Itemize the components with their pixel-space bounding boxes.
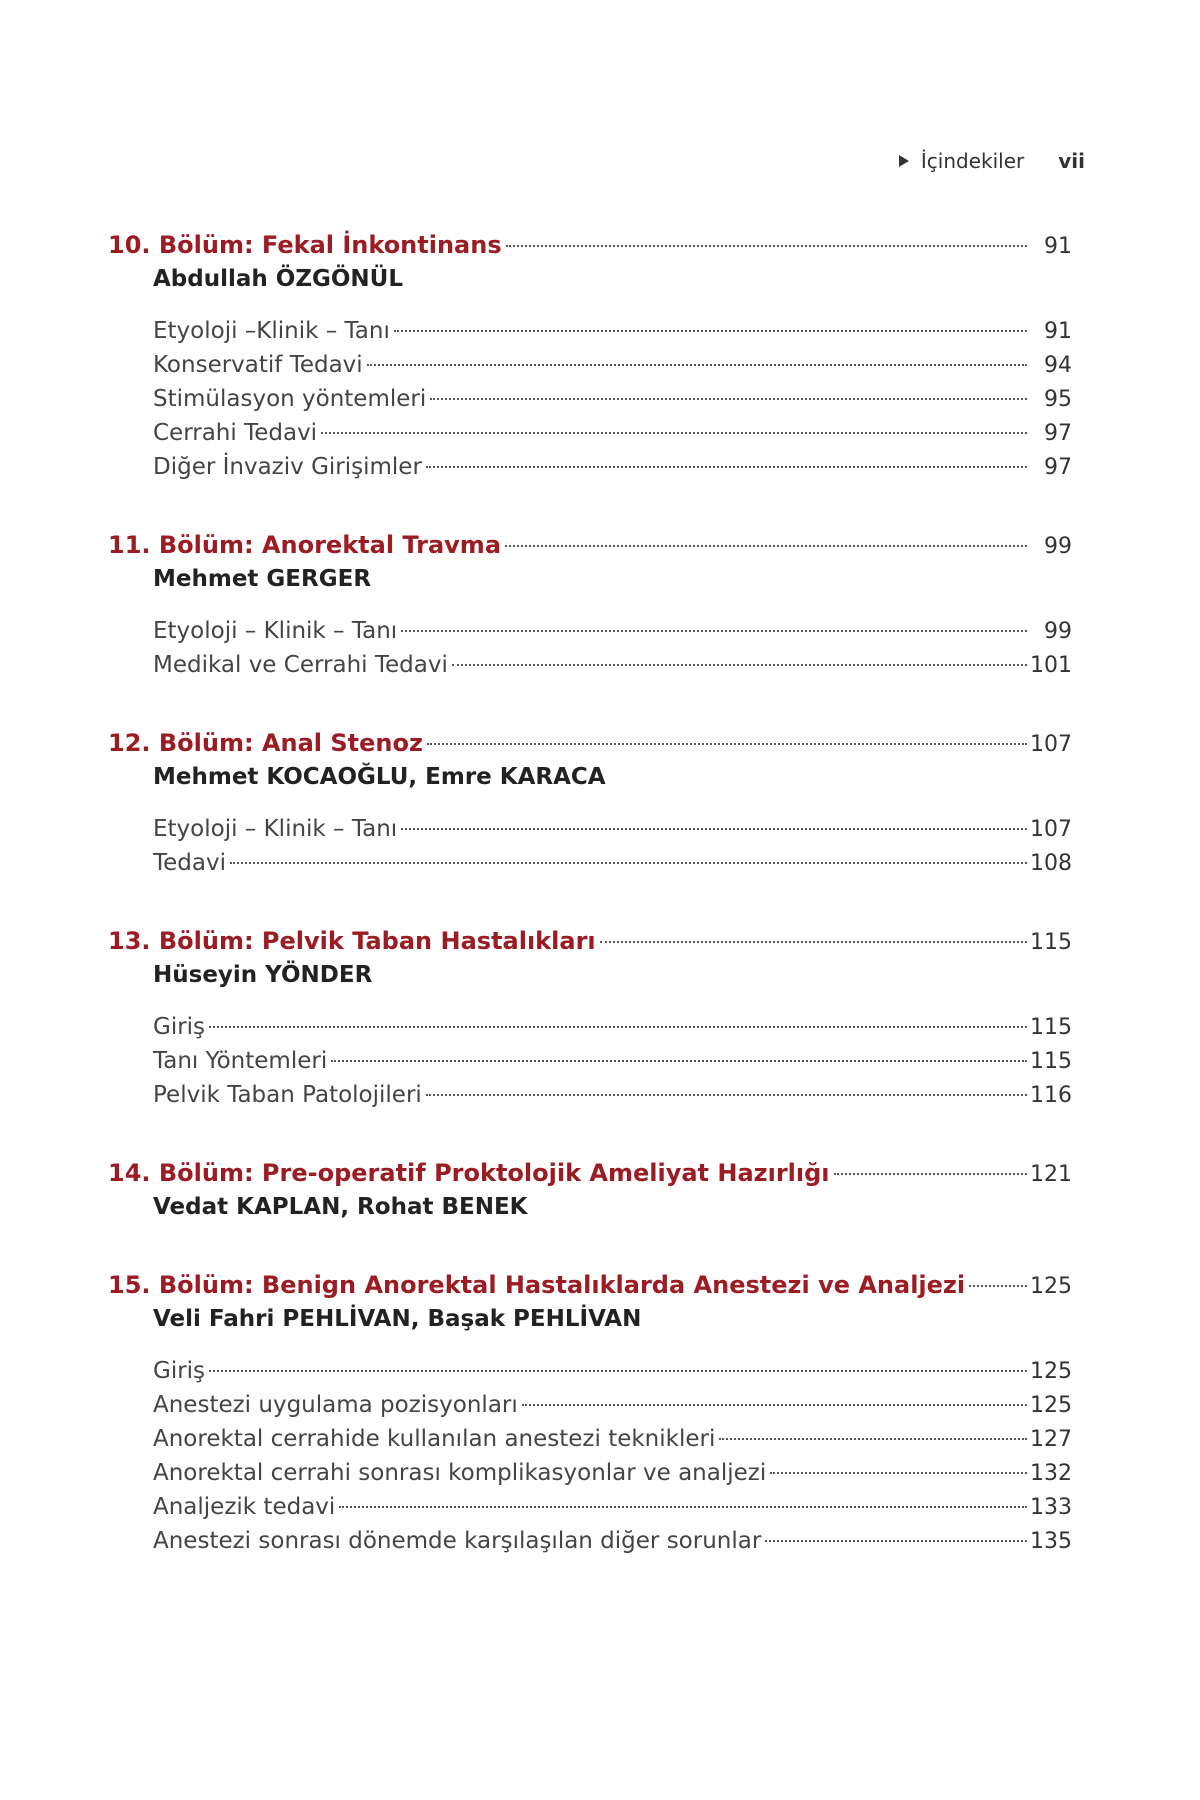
chapter-page-number: 125 [1030,1274,1072,1299]
section-list [108,1354,1072,1558]
section-title: Stimülasyon yöntemleri [153,386,427,412]
dot-leader [401,630,1027,632]
section-title: Cerrahi Tedavi [153,420,318,446]
dot-leader [321,432,1027,434]
section-title: Anorektal cerrahide kullanılan anestezi teknikleri [153,1426,716,1452]
section-title: Pelvik Taban Patolojileri [153,1082,422,1108]
triangle-bullet-icon [899,155,909,167]
chapter-authors: Veli Fahri PEHLİVAN, Başak PEHLİVAN [153,1306,642,1332]
section-page-number: 97 [1044,455,1072,480]
chapter-page-number: 99 [1044,534,1072,559]
dot-leader [209,1026,1027,1028]
dot-leader [765,1540,1027,1542]
section-entry[interactable] [153,1078,1072,1112]
section-page-number: 125 [1030,1359,1072,1384]
dot-leader [430,398,1027,400]
chapter-title: 14. Bölüm: Pre-operatif Proktolojik Ameliyat Hazırlığı [108,1159,830,1187]
section-entry[interactable] [153,314,1072,348]
section-page-number: 95 [1044,387,1072,412]
page-number: vii [1058,149,1085,173]
section-page-number: 91 [1044,319,1072,344]
dot-leader [339,1506,1027,1508]
section-entry[interactable] [153,1388,1072,1422]
toc-chapter [108,924,1072,1112]
section-title: Medikal ve Cerrahi Tedavi [153,652,448,678]
section-page-number: 115 [1030,1049,1072,1074]
chapter-authors: Hüseyin YÖNDER [153,962,373,988]
chapter-title: 12. Bölüm: Anal Stenoz [108,729,423,757]
dot-leader [426,1094,1027,1096]
dot-leader [401,828,1027,830]
section-list [108,1010,1072,1112]
section-title: Giriş [153,1358,206,1384]
section-page-number: 101 [1030,653,1072,678]
section-page-number: 135 [1030,1529,1072,1554]
toc-chapter [108,528,1072,682]
chapter-page-number: 121 [1030,1162,1072,1187]
section-list [108,614,1072,682]
section-title: Giriş [153,1014,206,1040]
section-entry[interactable] [153,382,1072,416]
dot-leader [719,1438,1027,1440]
section-entry[interactable] [153,614,1072,648]
toc-chapter [108,228,1072,484]
section-title: Tedavi [153,850,226,876]
section-page-number: 107 [1030,817,1072,842]
dot-leader [969,1285,1027,1287]
chapter-authors: Vedat KAPLAN, Rohat BENEK [153,1194,528,1220]
dot-leader [230,862,1027,864]
dot-leader [367,364,1027,366]
running-head [899,149,1085,173]
chapter-page-number: 107 [1030,732,1072,757]
section-title: Analjezik tedavi [153,1494,336,1520]
section-title: Tanı Yöntemleri [153,1048,328,1074]
chapter-entry[interactable] [108,924,1072,958]
section-title: Anestezi sonrası dönemde karşılaşılan diğer sorunlar [153,1528,762,1554]
section-page-number: 127 [1030,1427,1072,1452]
section-entry[interactable] [153,1490,1072,1524]
section-page-number: 116 [1030,1083,1072,1108]
section-entry[interactable] [153,1010,1072,1044]
section-page-number: 125 [1030,1393,1072,1418]
dot-leader [834,1173,1027,1175]
dot-leader [505,545,1027,547]
section-page-number: 99 [1044,619,1072,644]
toc-chapter [108,1268,1072,1558]
chapter-entry[interactable] [108,1268,1072,1302]
toc-chapter [108,1156,1072,1224]
chapter-title: 13. Bölüm: Pelvik Taban Hastalıkları [108,927,596,955]
running-head-title: İçindekiler [920,149,1025,173]
dot-leader [209,1370,1027,1372]
section-entry[interactable] [153,846,1072,880]
section-entry[interactable] [153,416,1072,450]
section-entry[interactable] [153,1044,1072,1078]
section-title: Diğer İnvaziv Girişimler [153,454,422,480]
section-entry[interactable] [153,648,1072,682]
dot-leader [427,743,1027,745]
dot-leader [331,1060,1027,1062]
section-entry[interactable] [153,1524,1072,1558]
dot-leader [506,245,1027,247]
section-entry[interactable] [153,812,1072,846]
chapter-authors: Mehmet GERGER [153,566,372,592]
chapter-authors: Abdullah ÖZGÖNÜL [153,266,404,292]
chapter-title: 15. Bölüm: Benign Anorektal Hastalıklarda Anestezi ve Analjezi [108,1271,966,1299]
section-list [108,314,1072,484]
chapter-entry[interactable] [108,528,1072,562]
section-entry[interactable] [153,348,1072,382]
section-page-number: 94 [1044,353,1072,378]
dot-leader [426,466,1027,468]
section-page-number: 133 [1030,1495,1072,1520]
table-of-contents [108,228,1072,1558]
chapter-title: 10. Bölüm: Fekal İnkontinans [108,231,502,259]
chapter-entry[interactable] [108,726,1072,760]
chapter-page-number: 91 [1044,234,1072,259]
section-entry[interactable] [153,1456,1072,1490]
chapter-title: 11. Bölüm: Anorektal Travma [108,531,502,559]
dot-leader [394,330,1027,332]
section-title: Etyoloji – Klinik – Tanı [153,816,398,842]
section-page-number: 108 [1030,851,1072,876]
section-title: Anestezi uygulama pozisyonları [153,1392,518,1418]
section-entry[interactable] [153,450,1072,484]
chapter-page-number: 115 [1030,930,1072,955]
chapter-entry[interactable] [108,228,1072,262]
section-title: Etyoloji –Klinik – Tanı [153,318,390,344]
section-list [108,812,1072,880]
dot-leader [522,1404,1027,1406]
dot-leader [600,941,1027,943]
section-title: Anorektal cerrahi sonrası komplikasyonlar ve analjezi [153,1460,767,1486]
section-title: Konservatif Tedavi [153,352,363,378]
section-page-number: 97 [1044,421,1072,446]
dot-leader [770,1472,1027,1474]
section-title: Etyoloji – Klinik – Tanı [153,618,398,644]
section-page-number: 115 [1030,1015,1072,1040]
section-entry[interactable] [153,1422,1072,1456]
dot-leader [452,664,1027,666]
section-page-number: 132 [1030,1461,1072,1486]
chapter-authors: Mehmet KOCAOĞLU, Emre KARACA [153,764,606,790]
toc-chapter [108,726,1072,880]
chapter-entry[interactable] [108,1156,1072,1190]
section-entry[interactable] [153,1354,1072,1388]
